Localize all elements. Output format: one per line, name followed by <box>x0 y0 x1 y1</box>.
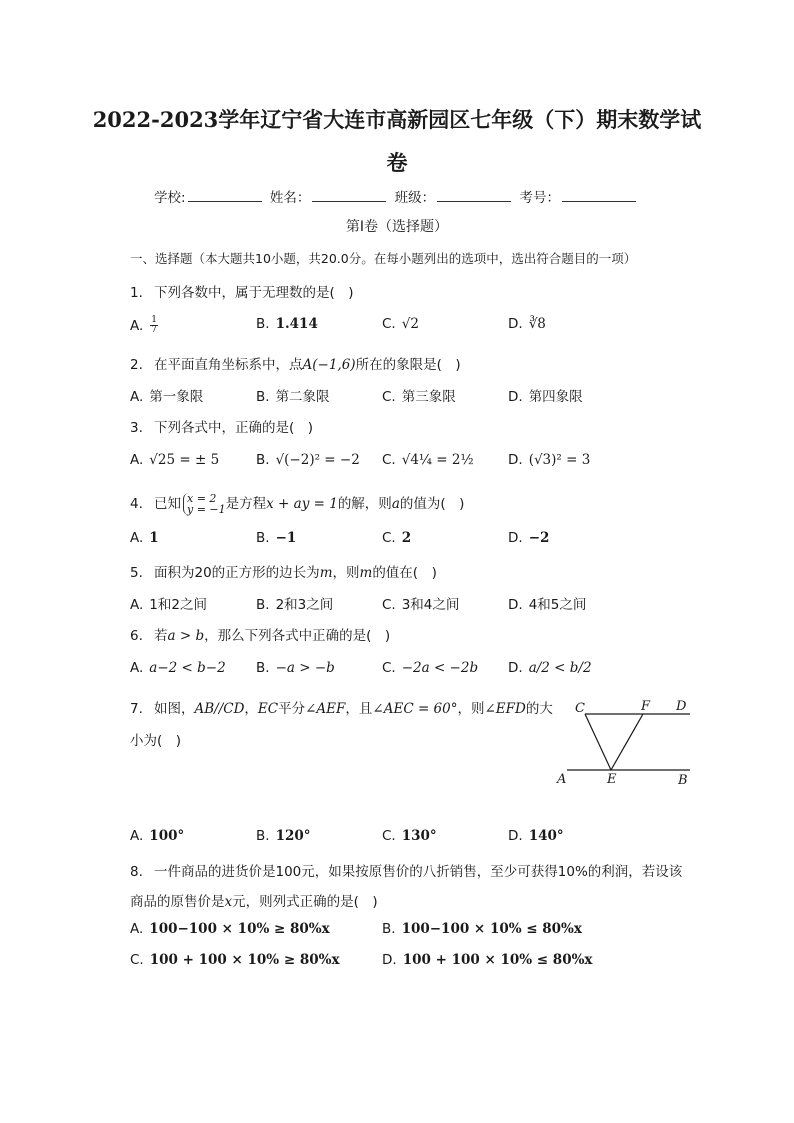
class-label: 班级： <box>394 190 436 206</box>
label-f: F <box>641 699 651 714</box>
q8-option-c[interactable]: C. 100 + 100 × 10% ≥ 80%x <box>130 952 340 968</box>
question-4: 4. 已知 x = 2 y = −1 是方程x + ay = 1的解，则a的值为( ) <box>130 492 465 516</box>
q5-option-c[interactable]: C. 3和4之间 <box>382 597 460 613</box>
question-7-line2: 小为( ) <box>130 733 182 749</box>
question-1 <box>130 281 354 301</box>
school-blank <box>188 189 262 202</box>
q6-option-b[interactable]: B. −a > −b <box>256 660 335 676</box>
q3-option-d[interactable]: D. (√3)² = 3 <box>508 452 591 468</box>
q6-option-c[interactable]: C. −2a < −2b <box>382 660 479 676</box>
question-number: 1. <box>130 285 143 301</box>
q6-option-d[interactable]: D. a/2 < b/2 <box>508 660 592 676</box>
school-label: 学校: <box>154 190 186 206</box>
q1-option-b[interactable]: B. 1.414 <box>256 316 318 332</box>
q4-option-a[interactable]: A. 1 <box>130 530 159 546</box>
q7-option-b[interactable]: B. 120° <box>256 828 311 844</box>
segment-fe <box>611 714 643 770</box>
exam-number-label: 考号： <box>519 190 560 206</box>
label-b: B <box>678 773 688 788</box>
label-c: C <box>575 701 585 716</box>
q3-option-a[interactable]: A. √25 = ± 5 <box>130 452 220 468</box>
class-blank <box>437 189 511 202</box>
question-7: 7. 如图，AB//CD，EC平分∠AEF，且∠AEC = 60°，则∠EFD的大 <box>130 701 553 717</box>
question-3: 3. 下列各式中，正确的是( ) <box>130 420 314 436</box>
q2-option-c[interactable]: C. 第三象限 <box>382 389 456 405</box>
question-8: 8. 一件商品的进货价是100元，如果按原售价的八折销售，至少可获得10%的利润，若设该 <box>130 864 683 880</box>
page-title-line1: 2022-2023学年辽宁省大连市高新园区七年级（下）期末数学试 <box>92 107 702 132</box>
label-d: D <box>676 699 687 714</box>
q5-option-a[interactable]: A. 1和2之间 <box>130 597 207 613</box>
question-6: 6. 若a > b，那么下列各式中正确的是( ) <box>130 628 391 644</box>
label-e: E <box>607 772 617 787</box>
page-title-line2: 卷 <box>386 150 408 175</box>
question-8-line2: 商品的原售价是x元，则列式正确的是( ) <box>130 894 378 910</box>
q8-option-b[interactable]: B. 100−100 × 10% ≤ 80%x <box>382 921 582 937</box>
q8-option-d[interactable]: D. 100 + 100 × 10% ≤ 80%x <box>382 952 593 968</box>
q7-option-d[interactable]: D. 140° <box>508 828 564 844</box>
q3-option-c[interactable]: C. √4¼ = 2½ <box>382 452 474 468</box>
name-blank <box>312 189 386 202</box>
q7-option-c[interactable]: C. 130° <box>382 828 437 844</box>
fraction: $\frac{1}{7}$ <box>151 315 158 335</box>
q4-option-d[interactable]: D. −2 <box>508 530 550 546</box>
question-text: 下列各数中，属于无理数的是( ) <box>154 285 354 301</box>
q5-option-d[interactable]: D. 4和5之间 <box>508 597 587 613</box>
q4-option-c[interactable]: C. 2 <box>382 530 412 546</box>
q1-option-c[interactable]: C. √2 <box>382 316 419 332</box>
segment-ce <box>585 714 611 770</box>
question-5: 5. 面积为20的正方形的边长为m，则m的值在( ) <box>130 565 437 581</box>
section-title: 第I卷（选择题） <box>345 219 449 235</box>
name-label: 姓名： <box>269 190 311 206</box>
label-a: A <box>557 772 567 787</box>
q1-option-d[interactable]: D. ∛8 <box>508 316 546 332</box>
q8-option-a[interactable]: A. 100−100 × 10% ≥ 80%x <box>130 921 330 937</box>
equation-system: x = 2 y = −1 <box>183 493 226 515</box>
question-2: 2. 在平面直角坐标系中，点A(−1,6)所在的象限是( ) <box>130 357 461 373</box>
q4-option-b[interactable]: B. −1 <box>256 530 297 546</box>
student-info-row <box>0 186 794 206</box>
section-instructions: 一、选择题（本大题共10小题，共20.0分。在每小题列出的选项中，选出符合题目的一项） <box>130 251 637 266</box>
parallel-lines-figure <box>555 695 700 790</box>
exam-number-blank <box>562 189 636 202</box>
q5-option-b[interactable]: B. 2和3之间 <box>256 597 334 613</box>
q2-option-b[interactable]: B. 第二象限 <box>256 389 330 405</box>
q7-option-a[interactable]: A. 100° <box>130 828 185 844</box>
q1-option-a[interactable]: A. $\frac{1}{7}$ <box>130 315 158 335</box>
q3-option-b[interactable]: B. √(−2)² = −2 <box>256 452 360 468</box>
q2-option-a[interactable]: A. 第一象限 <box>130 389 204 405</box>
q2-option-d[interactable]: D. 第四象限 <box>508 389 583 405</box>
q6-option-a[interactable]: A. a−2 < b−2 <box>130 660 226 676</box>
